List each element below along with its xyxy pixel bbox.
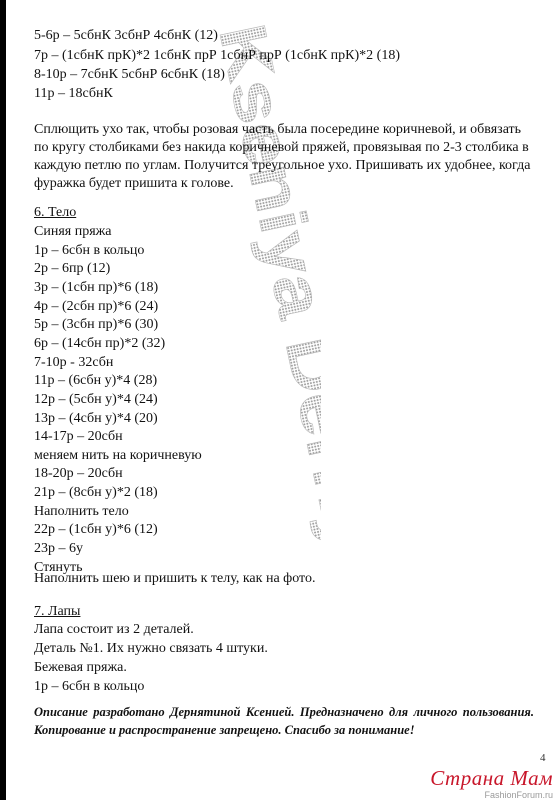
site-url: FashionForum.ru: [484, 790, 553, 800]
list-item: 2р – 6пр (12): [34, 261, 111, 277]
list-item: 12р – (5сбн у)*4 (24): [34, 391, 158, 407]
ear-instructions: Сплющить ухо так, чтобы розовая часть была посередине коричневой, и обвязать по кругу столбиками без накида коричневой пряжей, провязывая по 2-3 столбика в каждую петлю по углам. Получится треугольное ухо. Пришивать их удобнее, когда фуражка будет пришита к голове.: [34, 122, 531, 191]
list-item: 21р – (8сбн у)*2 (18): [34, 485, 158, 501]
list-item: Синяя пряжа: [34, 224, 112, 239]
section-heading-paws: 7. Лапы: [34, 604, 81, 619]
list-item: 3р – (1сбн пр)*6 (18): [34, 279, 159, 295]
document-page: [6, 0, 559, 800]
list-item: меняем нить на коричневую: [34, 447, 202, 463]
pattern-row: 8-10р – 7сбнК 5сбнР 6сбнК (18): [34, 67, 225, 82]
list-item: 6р – (14сбн пр)*2 (32): [34, 335, 166, 351]
page-number: 4: [540, 752, 546, 764]
pattern-row: 5-6р – 5сбнК 3сбнР 4сбнК (12): [34, 28, 218, 43]
pattern-row: 11р – 18сбнК: [34, 86, 113, 101]
list-item: 18-20р – 20сбн: [34, 466, 123, 482]
site-brand: Страна Мам: [430, 766, 553, 790]
list-item: 13р – (4сбн у)*4 (20): [34, 410, 158, 426]
list-item: 14-17р – 20сбн: [34, 429, 123, 445]
pattern-row: 7р – (1сбнК прК)*2 1сбнК прР 1сбнР прР (1сбнК прК)*2 (18): [34, 48, 400, 63]
list-item: 5р – (3сбн пр)*6 (30): [34, 317, 159, 333]
list-item: Стянуть: [34, 559, 83, 575]
list-item: 7-10р - 32сбн: [34, 354, 114, 370]
list-item: 23р – 6у: [34, 541, 83, 557]
list-item: Бежевая пряжа.: [34, 660, 127, 675]
list-item: 4р – (2сбн пр)*6 (24): [34, 298, 159, 314]
list-item: Деталь №1. Их нужно связать 4 штуки.: [34, 641, 268, 656]
list-item: 1р – 6сбн в кольцо: [34, 242, 145, 258]
copyright-notice: Описание разработано Дернятиной Ксенией. Предназначено для личного пользования. Копирование и распространение запрещено. Спасибо за понимание!: [34, 705, 534, 737]
list-item: 1р – 6сбн в кольцо: [34, 679, 145, 694]
site-logo[interactable]: [430, 768, 553, 800]
list-item: Лапа состоит из 2 деталей.: [34, 622, 194, 637]
list-item: Наполнить тело: [34, 503, 129, 519]
watermark-text: Kseniya Dernyatina: [205, 20, 321, 633]
section-heading-body: 6. Тело: [34, 205, 77, 220]
list-item: 22р – (1сбн у)*6 (12): [34, 522, 158, 538]
list-item: 11р – (6сбн у)*4 (28): [34, 373, 158, 389]
neck-note: Наполнить шею и пришить к телу, как на фото.: [34, 571, 316, 586]
